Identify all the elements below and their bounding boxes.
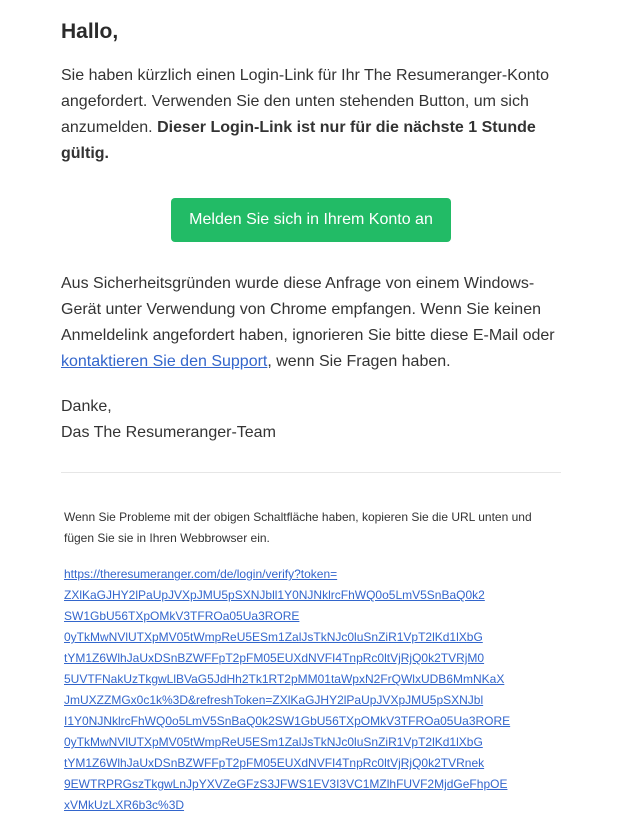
- greeting-heading: Hallo,: [61, 20, 119, 43]
- url-line: xVMkUzLXR6b3c%3D: [64, 798, 185, 812]
- login-button[interactable]: Melden Sie sich in Ihrem Konto an: [171, 198, 451, 242]
- url-line: SW1GbU56TXpOMkV3TFROa05Ua3RORE: [64, 609, 300, 623]
- signature-text: Das The Resumeranger-Team: [61, 424, 276, 441]
- intro-paragraph: [61, 63, 561, 167]
- thanks-text: Danke,: [61, 398, 112, 415]
- divider: [61, 472, 561, 473]
- url-line: 0yTkMwNVlUTXpMV05tWmpReU5ESm1ZalJsTkNJc0luSnZiR1VpT2lKd1lXbG: [64, 735, 483, 749]
- fallback-text: Wenn Sie Probleme mit der obigen Schaltfläche haben, kopieren Sie die URL unten und fügen Sie sie in Ihren Webbrowser ein.: [64, 510, 532, 545]
- sign-off: [61, 394, 561, 446]
- url-line: tYM1Z6WlhJaUxDSnBZWFFpT2pFM05EUXdNVFI4TnpRc0ltVjRjQ0k2TVRnek: [64, 756, 485, 770]
- url-line: JmUXZZMGx0c1k%3D&refreshToken=ZXlKaGJHY2lPaUpJVXpJMU5pSXNJbl: [64, 693, 484, 707]
- verify-url-link[interactable]: [64, 564, 558, 816]
- url-line: 0yTkMwNVlUTXpMV05tWmpReU5ESm1ZalJsTkNJc0luSnZiR1VpT2lKd1lXbG: [64, 630, 483, 644]
- url-line: 9EWTRPRGszTkgwLnJpYXVZeGFzS3JFWS1EV3I3VC1MZlhFUVF2MjdGeFhpOE: [64, 777, 508, 791]
- url-line: 5UVTFNakUzTkgwLlBVaG5JdHh2Tk1RT2pMM01taWpxN2FrQWlxUDB6MmNKaX: [64, 672, 505, 686]
- url-line: ZXlKaGJHY2lPaUpJVXpJMU5pSXNJbll1Y0NJNklrcFhWQ0o5LmV5SnBaQ0k2: [64, 588, 485, 602]
- url-line: tYM1Z6WlhJaUxDSnBZWFFpT2pFM05EUXdNVFI4TnpRc0ltVjRjQ0k2TVRjM0: [64, 651, 485, 665]
- intro-text: Sie haben kürzlich einen Login-Link für Ihr The Resumeranger-Konto angefordert. Verwenden Sie den unten stehenden Button, um sich anzumelden.: [61, 67, 549, 136]
- url-line: I1Y0NJNklrcFhWQ0o5LmV5SnBaQ0k2SW1GbU56TXpOMkV3TFROa05Ua3RORE: [64, 714, 511, 728]
- security-suffix: , wenn Sie Fragen haben.: [267, 353, 451, 370]
- security-text: Aus Sicherheitsgründen wurde diese Anfrage von einem Windows-Gerät unter Verwendung von Chrome empfangen. Wenn Sie keinen Anmeldelink angefordert haben, ignorieren Sie bitte diese E-Mail oder: [61, 275, 555, 344]
- intro-bold-text: Dieser Login-Link ist nur für die nächste 1 Stunde gültig.: [61, 119, 536, 162]
- security-paragraph: [61, 271, 561, 375]
- url-line: https://theresumeranger.com/de/login/verify?token=: [64, 567, 338, 581]
- support-link[interactable]: kontaktieren Sie den Support: [61, 353, 268, 370]
